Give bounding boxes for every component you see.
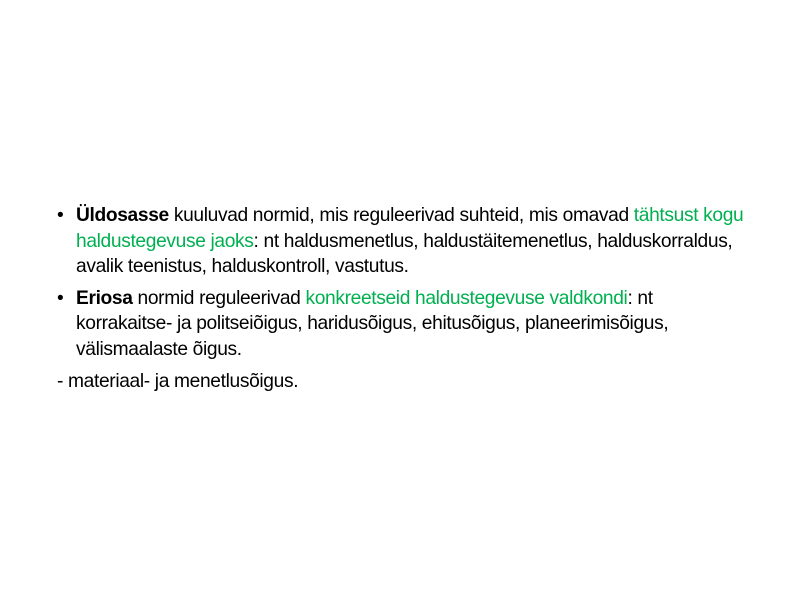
bullet-item-general-part	[57, 203, 747, 280]
bullet-icon: •	[57, 205, 64, 226]
slide-body	[57, 203, 747, 394]
general-part-highlight: tähtsust kogu haldustegevuse jaoks	[76, 205, 744, 252]
term-special-part: Eriosa	[76, 287, 133, 309]
note-line: - materiaal- ja menetlusõigus.	[57, 370, 299, 392]
term-general-part: Üldosasse	[76, 205, 169, 226]
general-part-examples: : nt haldusmenetlus, haldustäitemenetlus, halduskorraldus, avalik teenistus, halduskontroll, vastutus.	[76, 230, 733, 278]
special-part-highlight: konkreetseid haldustegevuse valdkondi	[305, 287, 628, 309]
bullet-icon: •	[57, 287, 64, 309]
bullet-item-special-part	[57, 286, 747, 363]
special-part-text: normid reguleerivad	[132, 287, 306, 309]
special-part-examples: : nt korrakaitse- ja politseiõigus, haridusõigus, ehitusõigus, planeerimisõigus, välismaalaste õigus.	[76, 287, 669, 360]
general-part-text: kuuluvad normid, mis reguleerivad suhteid, mis omavad	[168, 205, 634, 226]
